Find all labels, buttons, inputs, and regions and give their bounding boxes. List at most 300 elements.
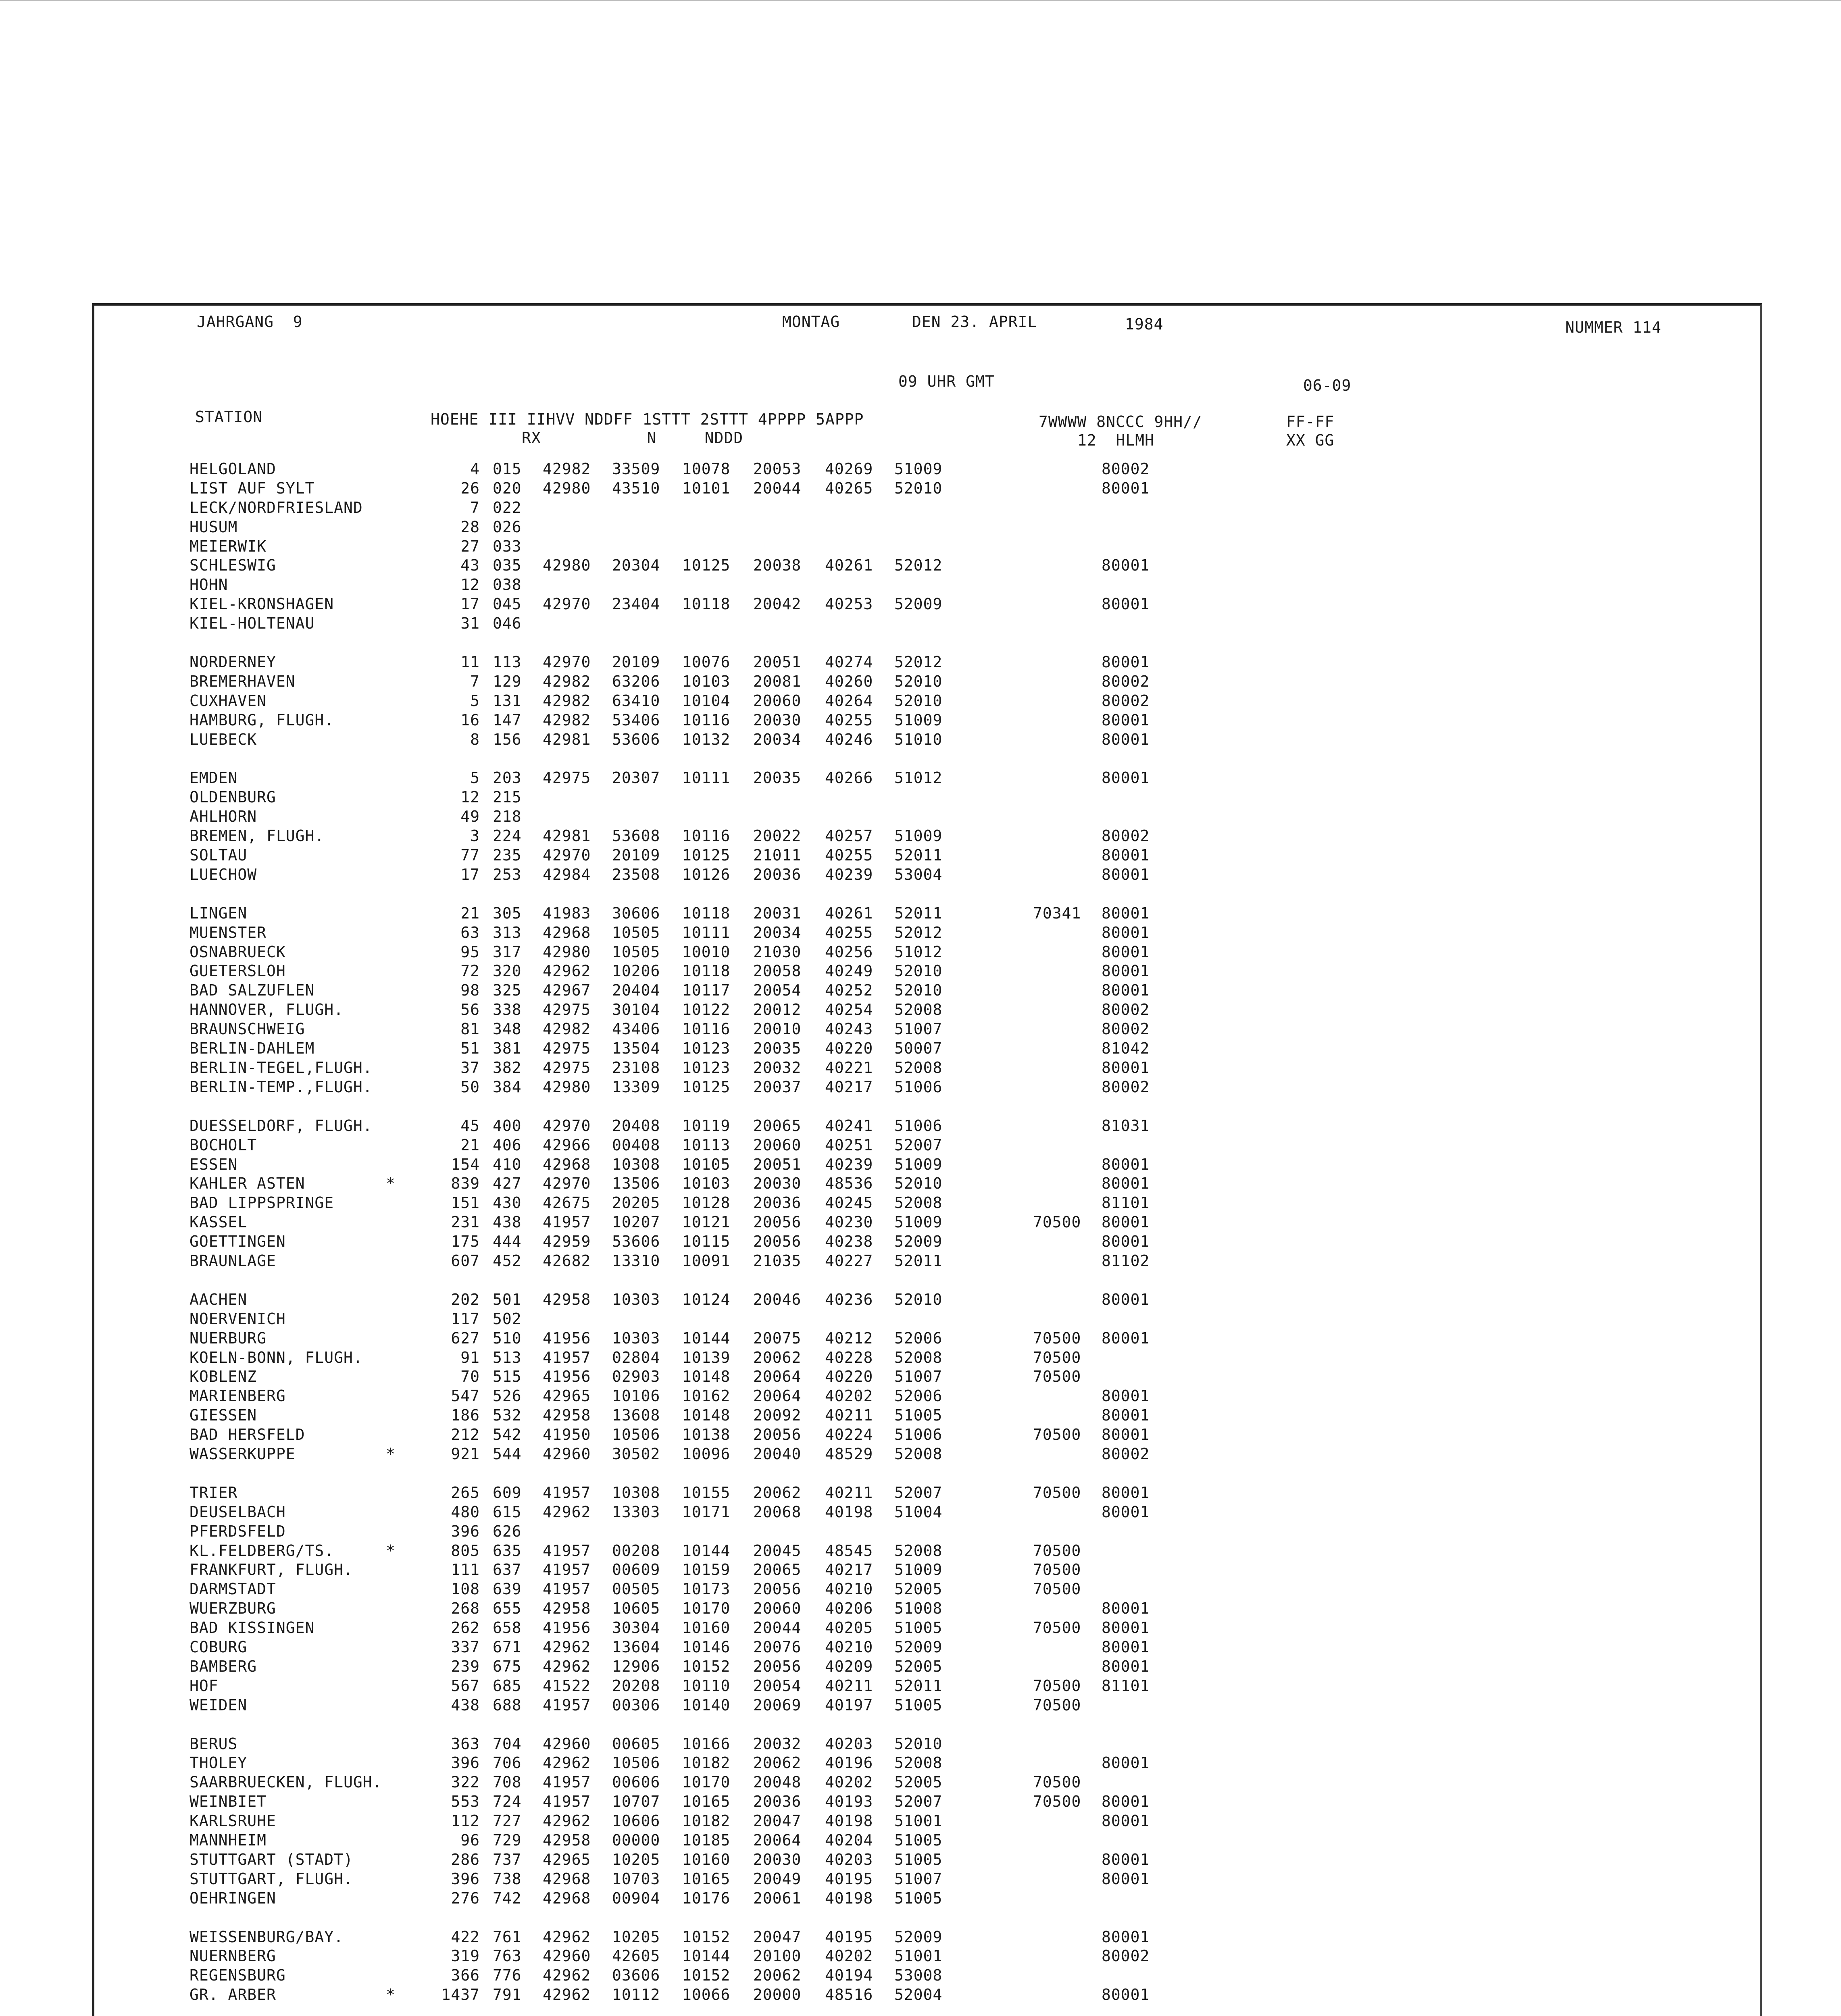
station-name: GIESSEN — [190, 1406, 257, 1425]
station-height: 12 — [460, 576, 480, 594]
station-name: LINGEN — [190, 904, 248, 922]
group-8nccc: 80002 — [1102, 691, 1150, 710]
group-5appp: 52006 — [894, 1329, 943, 1347]
group-8nccc: 81042 — [1102, 1039, 1150, 1058]
column-header-station: STATION — [195, 408, 263, 426]
group-5appp: 53004 — [894, 865, 943, 883]
station-height: 839 — [451, 1175, 480, 1193]
group-iihvv: 42962 — [543, 1928, 591, 1946]
station-id: 675 — [493, 1657, 522, 1675]
group-nddff: 20109 — [612, 653, 660, 671]
group-8nccc: 80001 — [1102, 653, 1150, 671]
group-nddff: 20109 — [612, 846, 660, 864]
station-id: 637 — [493, 1561, 522, 1579]
station-id: 035 — [493, 556, 522, 575]
group-2sttt: 20051 — [753, 653, 802, 671]
group-5appp: 52011 — [894, 904, 943, 922]
station-id: 427 — [493, 1175, 522, 1193]
group-iihvv: 41957 — [543, 1561, 591, 1579]
group-1sttt: 10126 — [682, 865, 731, 883]
scan-edge-line — [0, 0, 1841, 1]
station-id: 253 — [493, 865, 522, 883]
mountain-marker: * — [386, 1445, 396, 1463]
station-id: 430 — [493, 1194, 522, 1212]
group-5appp: 51005 — [894, 1406, 943, 1425]
group-nddff: 00904 — [612, 1889, 660, 1907]
group-8nccc: 80001 — [1102, 846, 1150, 864]
group-1sttt: 10116 — [682, 827, 731, 845]
group-nddff: 20408 — [612, 1116, 660, 1135]
station-id: 338 — [493, 1001, 522, 1019]
station-height: 276 — [451, 1889, 480, 1907]
group-5appp: 52009 — [894, 1638, 943, 1656]
group-1sttt: 10144 — [682, 1541, 731, 1560]
group-nddff: 10303 — [612, 1329, 660, 1347]
station-height: 337 — [451, 1638, 480, 1656]
group-5appp: 51005 — [894, 1619, 943, 1637]
group-nddff: 20304 — [612, 556, 660, 575]
group-4pppp: 40198 — [825, 1503, 873, 1521]
group-4pppp: 40269 — [825, 460, 873, 478]
group-4pppp: 40205 — [825, 1619, 873, 1637]
group-4pppp: 40194 — [825, 1966, 873, 1985]
group-5appp: 51008 — [894, 1599, 943, 1618]
group-4pppp: 40210 — [825, 1638, 873, 1656]
station-name: BREMEN, FLUGH. — [190, 827, 325, 845]
group-7wwww: 70500 — [1033, 1483, 1081, 1502]
station-height: 108 — [451, 1580, 480, 1598]
group-iihvv: 41957 — [543, 1541, 591, 1560]
station-id: 305 — [493, 904, 522, 922]
group-5appp: 51005 — [894, 1831, 943, 1849]
group-5appp: 52009 — [894, 1233, 943, 1251]
station-name: KARLSRUHE — [190, 1812, 276, 1830]
group-8nccc: 80001 — [1102, 1850, 1150, 1868]
station-name: EMDEN — [190, 769, 238, 787]
station-id: 033 — [493, 537, 522, 555]
group-iihvv: 41956 — [543, 1368, 591, 1386]
station-name: WASSERKUPPE — [190, 1445, 296, 1463]
station-id: 727 — [493, 1812, 522, 1830]
group-nddff: 20404 — [612, 981, 660, 1000]
group-1sttt: 10165 — [682, 1793, 731, 1811]
station-id: 532 — [493, 1406, 522, 1425]
station-height: 5 — [470, 691, 480, 710]
group-4pppp: 48516 — [825, 1986, 873, 2004]
group-8nccc: 80001 — [1102, 1638, 1150, 1656]
group-5appp: 52007 — [894, 1483, 943, 1502]
group-nddff: 10207 — [612, 1213, 660, 1231]
group-4pppp: 40239 — [825, 1155, 873, 1173]
station-height: 553 — [451, 1793, 480, 1811]
group-4pppp: 40220 — [825, 1039, 873, 1058]
station-name: FRANKFURT, FLUGH. — [190, 1561, 353, 1579]
station-id: 452 — [493, 1252, 522, 1270]
group-2sttt: 20064 — [753, 1368, 802, 1386]
group-iihvv: 42958 — [543, 1290, 591, 1308]
station-name: CUXHAVEN — [190, 691, 267, 710]
group-1sttt: 10182 — [682, 1812, 731, 1830]
group-iihvv: 41957 — [543, 1793, 591, 1811]
group-4pppp: 40195 — [825, 1928, 873, 1946]
station-id: 410 — [493, 1155, 522, 1173]
station-height: 239 — [451, 1657, 480, 1675]
group-iihvv: 42962 — [543, 1754, 591, 1772]
station-name: BRAUNLAGE — [190, 1252, 276, 1270]
group-5appp: 52010 — [894, 479, 943, 497]
group-2sttt: 20030 — [753, 711, 802, 729]
group-iihvv: 42984 — [543, 865, 591, 883]
group-5appp: 51007 — [894, 1020, 943, 1038]
station-id: 639 — [493, 1580, 522, 1598]
station-name: AHLHORN — [190, 808, 257, 826]
station-height: 438 — [451, 1696, 480, 1714]
group-iihvv: 42970 — [543, 846, 591, 864]
station-height: 72 — [460, 962, 480, 980]
group-nddff: 20307 — [612, 769, 660, 787]
group-2sttt: 20032 — [753, 1058, 802, 1077]
group-8nccc: 80001 — [1102, 1406, 1150, 1425]
station-name: BERLIN-DAHLEM — [190, 1039, 315, 1058]
station-id: 706 — [493, 1754, 522, 1772]
station-height: 607 — [451, 1252, 480, 1270]
group-4pppp: 40255 — [825, 923, 873, 941]
station-name: ESSEN — [190, 1155, 238, 1173]
group-iihvv: 42966 — [543, 1136, 591, 1154]
group-8nccc: 80001 — [1102, 1233, 1150, 1251]
station-height: 95 — [460, 943, 480, 961]
group-4pppp: 40249 — [825, 962, 873, 980]
group-5appp: 50007 — [894, 1039, 943, 1058]
group-2sttt: 20092 — [753, 1406, 802, 1425]
group-1sttt: 10152 — [682, 1657, 731, 1675]
station-name: KOBLENZ — [190, 1368, 257, 1386]
station-height: 63 — [460, 923, 480, 941]
group-nddff: 10206 — [612, 962, 660, 980]
station-id: 704 — [493, 1735, 522, 1753]
group-5appp: 51006 — [894, 1426, 943, 1444]
group-iihvv: 42970 — [543, 1175, 591, 1193]
group-iihvv: 42959 — [543, 1233, 591, 1251]
group-2sttt: 20034 — [753, 923, 802, 941]
group-2sttt: 20012 — [753, 1001, 802, 1019]
group-7wwww: 70500 — [1033, 1368, 1081, 1386]
group-2sttt: 20058 — [753, 962, 802, 980]
group-4pppp: 40204 — [825, 1831, 873, 1849]
group-5appp: 52010 — [894, 962, 943, 980]
column-header-ff: FF-FF — [1286, 413, 1335, 431]
group-iihvv: 41957 — [543, 1348, 591, 1366]
station-name: HOF — [190, 1677, 219, 1695]
station-height: 1437 — [441, 1986, 480, 2004]
group-iihvv: 41983 — [543, 904, 591, 922]
group-1sttt: 10116 — [682, 711, 731, 729]
group-8nccc: 80001 — [1102, 1812, 1150, 1830]
group-4pppp: 40230 — [825, 1213, 873, 1231]
station-height: 112 — [451, 1812, 480, 1830]
station-height: 51 — [460, 1039, 480, 1058]
group-2sttt: 20047 — [753, 1812, 802, 1830]
group-2sttt: 20034 — [753, 730, 802, 748]
station-height: 70 — [460, 1368, 480, 1386]
group-2sttt: 20060 — [753, 1136, 802, 1154]
group-2sttt: 20035 — [753, 769, 802, 787]
group-8nccc: 80001 — [1102, 1503, 1150, 1521]
group-1sttt: 10185 — [682, 1831, 731, 1849]
group-1sttt: 10170 — [682, 1599, 731, 1618]
station-height: 49 — [460, 808, 480, 826]
group-nddff: 20208 — [612, 1677, 660, 1695]
group-5appp: 52008 — [894, 1001, 943, 1019]
group-8nccc: 80002 — [1102, 1078, 1150, 1096]
group-nddff: 10308 — [612, 1483, 660, 1502]
group-2sttt: 20044 — [753, 1619, 802, 1637]
group-8nccc: 80001 — [1102, 1483, 1150, 1502]
station-id: 708 — [493, 1773, 522, 1791]
group-nddff: 00306 — [612, 1696, 660, 1714]
group-1sttt: 10160 — [682, 1619, 731, 1637]
group-1sttt: 10146 — [682, 1638, 731, 1656]
station-name: BOCHOLT — [190, 1136, 257, 1154]
station-height: 265 — [451, 1483, 480, 1502]
group-iihvv: 42962 — [543, 1812, 591, 1830]
group-iihvv: 42962 — [543, 1986, 591, 2004]
group-2sttt: 20042 — [753, 595, 802, 613]
group-5appp: 52008 — [894, 1754, 943, 1772]
station-name: SAARBRUECKEN, FLUGH. — [190, 1773, 382, 1791]
station-height: 45 — [460, 1116, 480, 1135]
group-4pppp: 40211 — [825, 1406, 873, 1425]
group-1sttt: 10116 — [682, 1020, 731, 1038]
group-iihvv: 42962 — [543, 962, 591, 980]
station-name: GUETERSLOH — [190, 962, 286, 980]
station-height: 627 — [451, 1329, 480, 1347]
station-height: 7 — [470, 672, 480, 690]
date: DEN 23. APRIL — [912, 313, 1037, 331]
group-iihvv: 42968 — [543, 1870, 591, 1888]
station-id: 510 — [493, 1329, 522, 1347]
station-id: 038 — [493, 576, 522, 594]
group-1sttt: 10170 — [682, 1773, 731, 1791]
group-nddff: 20205 — [612, 1194, 660, 1212]
group-5appp: 52011 — [894, 1677, 943, 1695]
group-nddff: 53606 — [612, 730, 660, 748]
group-8nccc: 80001 — [1102, 711, 1150, 729]
group-nddff: 10605 — [612, 1599, 660, 1618]
group-4pppp: 40197 — [825, 1696, 873, 1714]
group-nddff: 10112 — [612, 1986, 660, 2004]
group-1sttt: 10105 — [682, 1155, 731, 1173]
group-4pppp: 40220 — [825, 1368, 873, 1386]
group-4pppp: 40195 — [825, 1870, 873, 1888]
station-id: 685 — [493, 1677, 522, 1695]
station-id: 438 — [493, 1213, 522, 1231]
station-name: WUERZBURG — [190, 1599, 276, 1618]
station-id: 501 — [493, 1290, 522, 1308]
group-7wwww: 70500 — [1033, 1541, 1081, 1560]
station-height: 422 — [451, 1928, 480, 1946]
group-8nccc: 80002 — [1102, 1001, 1150, 1019]
station-height: 27 — [460, 537, 480, 555]
station-name: AACHEN — [190, 1290, 248, 1308]
station-height: 480 — [451, 1503, 480, 1521]
group-8nccc: 80002 — [1102, 827, 1150, 845]
group-5appp: 52010 — [894, 672, 943, 690]
group-8nccc: 80001 — [1102, 556, 1150, 575]
group-1sttt: 10111 — [682, 923, 731, 941]
group-nddff: 43406 — [612, 1020, 660, 1038]
group-7wwww: 70500 — [1033, 1773, 1081, 1791]
station-height: 37 — [460, 1058, 480, 1077]
group-iihvv: 42982 — [543, 1020, 591, 1038]
group-8nccc: 80002 — [1102, 1020, 1150, 1038]
group-nddff: 12906 — [612, 1657, 660, 1675]
group-iihvv: 42962 — [543, 1966, 591, 1985]
group-2sttt: 20038 — [753, 556, 802, 575]
station-id: 738 — [493, 1870, 522, 1888]
station-height: 396 — [451, 1754, 480, 1772]
group-1sttt: 10078 — [682, 460, 731, 478]
station-id: 406 — [493, 1136, 522, 1154]
station-height: 77 — [460, 846, 480, 864]
station-height: 322 — [451, 1773, 480, 1791]
group-nddff: 10707 — [612, 1793, 660, 1811]
station-height: 212 — [451, 1426, 480, 1444]
station-name: BAD SALZUFLEN — [190, 981, 315, 1000]
group-2sttt: 20056 — [753, 1426, 802, 1444]
group-nddff: 42605 — [612, 1947, 660, 1965]
group-iihvv: 41522 — [543, 1677, 591, 1695]
station-name: BERLIN-TEMP.,FLUGH. — [190, 1078, 373, 1096]
group-8nccc: 80001 — [1102, 904, 1150, 922]
group-nddff: 63206 — [612, 672, 660, 690]
group-8nccc: 81101 — [1102, 1677, 1150, 1695]
group-2sttt: 20040 — [753, 1445, 802, 1463]
station-id: 635 — [493, 1541, 522, 1560]
group-8nccc: 80001 — [1102, 730, 1150, 748]
group-5appp: 51009 — [894, 460, 943, 478]
group-2sttt: 20036 — [753, 1194, 802, 1212]
group-1sttt: 10101 — [682, 479, 731, 497]
group-2sttt: 20022 — [753, 827, 802, 845]
station-height: 21 — [460, 904, 480, 922]
group-4pppp: 40239 — [825, 865, 873, 883]
group-5appp: 51012 — [894, 769, 943, 787]
group-8nccc: 80001 — [1102, 1175, 1150, 1193]
group-4pppp: 40198 — [825, 1889, 873, 1907]
station-id: 156 — [493, 730, 522, 748]
group-2sttt: 20035 — [753, 1039, 802, 1058]
group-5appp: 52005 — [894, 1773, 943, 1791]
station-id: 022 — [493, 498, 522, 516]
group-nddff: 00605 — [612, 1735, 660, 1753]
group-4pppp: 40246 — [825, 730, 873, 748]
group-5appp: 51009 — [894, 827, 943, 845]
station-name: OEHRINGEN — [190, 1889, 276, 1907]
station-name: LUECHOW — [190, 865, 257, 883]
group-8nccc: 80001 — [1102, 1619, 1150, 1637]
group-2sttt: 20056 — [753, 1580, 802, 1598]
station-id: 317 — [493, 943, 522, 961]
group-2sttt: 20031 — [753, 904, 802, 922]
station-name: WEISSENBURG/BAY. — [190, 1928, 344, 1946]
group-1sttt: 10144 — [682, 1329, 731, 1347]
group-nddff: 10505 — [612, 923, 660, 941]
group-4pppp: 40251 — [825, 1136, 873, 1154]
group-5appp: 51005 — [894, 1889, 943, 1907]
group-iihvv: 42975 — [543, 769, 591, 787]
group-2sttt: 20046 — [753, 1290, 802, 1308]
station-name: HELGOLAND — [190, 460, 276, 478]
group-2sttt: 20036 — [753, 865, 802, 883]
group-4pppp: 40254 — [825, 1001, 873, 1019]
group-nddff: 13504 — [612, 1039, 660, 1058]
group-7wwww: 70500 — [1033, 1619, 1081, 1637]
group-2sttt: 20064 — [753, 1831, 802, 1849]
group-1sttt: 10140 — [682, 1696, 731, 1714]
group-4pppp: 40252 — [825, 981, 873, 1000]
group-8nccc: 80001 — [1102, 1793, 1150, 1811]
group-nddff: 13309 — [612, 1078, 660, 1096]
group-1sttt: 10148 — [682, 1368, 731, 1386]
period: 06-09 — [1303, 377, 1352, 394]
group-5appp: 51001 — [894, 1947, 943, 1965]
station-name: LIST AUF SYLT — [190, 479, 315, 497]
group-2sttt: 20068 — [753, 1503, 802, 1521]
station-id: 235 — [493, 846, 522, 864]
station-height: 231 — [451, 1213, 480, 1231]
station-name: NORDERNEY — [190, 653, 276, 671]
group-1sttt: 10076 — [682, 653, 731, 671]
station-height: 5 — [470, 769, 480, 787]
station-name: KASSEL — [190, 1213, 248, 1231]
station-name: NUERNBERG — [190, 1947, 276, 1965]
station-name: HANNOVER, FLUGH. — [190, 1001, 344, 1019]
station-id: 224 — [493, 827, 522, 845]
group-5appp: 51009 — [894, 1155, 943, 1173]
group-nddff: 33509 — [612, 460, 660, 478]
group-4pppp: 40238 — [825, 1233, 873, 1251]
group-8nccc: 81101 — [1102, 1194, 1150, 1212]
group-5appp: 52008 — [894, 1541, 943, 1560]
group-2sttt: 20037 — [753, 1078, 802, 1096]
group-8nccc: 80002 — [1102, 1445, 1150, 1463]
group-4pppp: 40260 — [825, 672, 873, 690]
group-nddff: 00208 — [612, 1541, 660, 1560]
group-iihvv: 41950 — [543, 1426, 591, 1444]
mountain-marker: * — [386, 1986, 396, 2004]
station-id: 348 — [493, 1020, 522, 1038]
group-8nccc: 80001 — [1102, 1870, 1150, 1888]
station-height: 268 — [451, 1599, 480, 1618]
station-id: 384 — [493, 1078, 522, 1096]
group-8nccc: 81031 — [1102, 1116, 1150, 1135]
group-1sttt: 10176 — [682, 1889, 731, 1907]
group-5appp: 52010 — [894, 981, 943, 1000]
group-iihvv: 42975 — [543, 1058, 591, 1077]
group-iihvv: 42980 — [543, 556, 591, 575]
group-8nccc: 80001 — [1102, 1657, 1150, 1675]
group-iihvv: 42980 — [543, 1078, 591, 1096]
group-4pppp: 40217 — [825, 1078, 873, 1096]
group-8nccc: 80001 — [1102, 962, 1150, 980]
station-height: 286 — [451, 1850, 480, 1868]
station-id: 218 — [493, 808, 522, 826]
group-7wwww: 70341 — [1033, 904, 1081, 922]
group-iihvv: 42975 — [543, 1001, 591, 1019]
group-iihvv: 42970 — [543, 1116, 591, 1135]
group-4pppp: 40253 — [825, 595, 873, 613]
